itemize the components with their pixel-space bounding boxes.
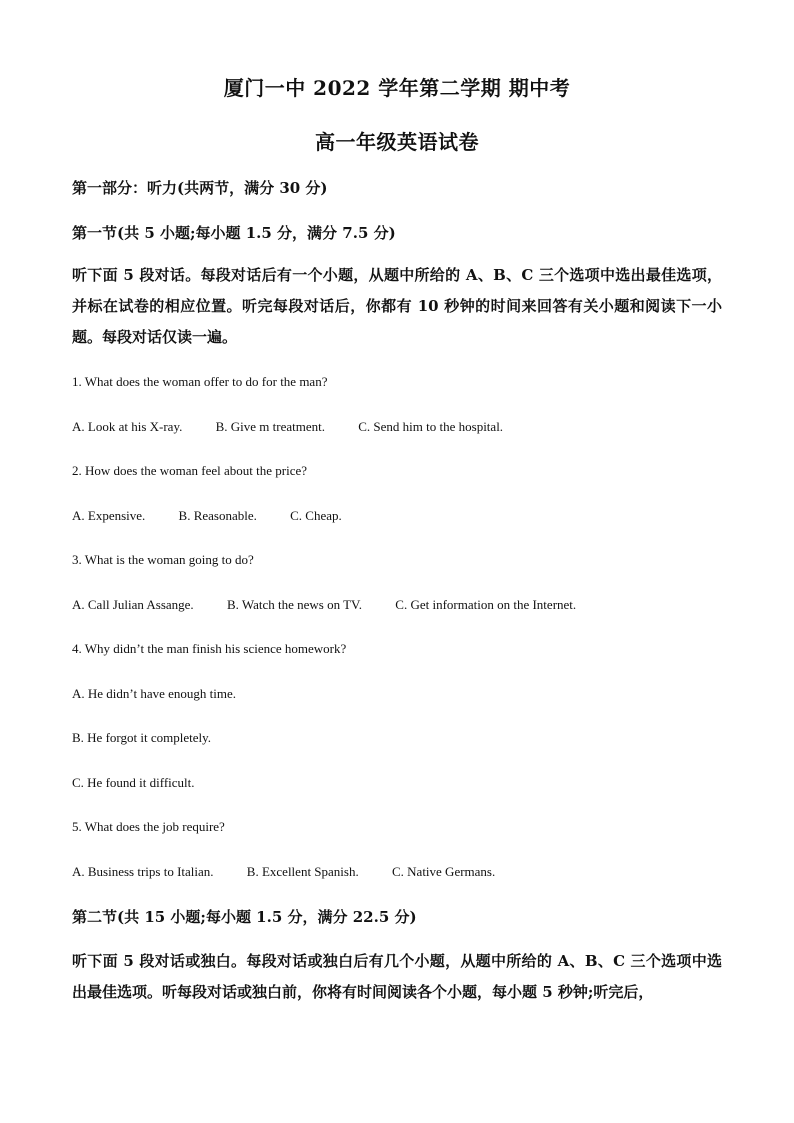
option-c: C. Send him to the hospital.: [358, 419, 504, 434]
question-3: 3. What is the woman going to do?: [72, 552, 254, 567]
question-2: 2. How does the woman feel about the price?: [72, 463, 308, 478]
question-1-options: [72, 419, 533, 435]
exam-subtitle: 高一年级英语试卷: [315, 130, 479, 154]
question-4-option-b: B. He forgot it completely.: [72, 730, 212, 745]
question-4-option-a: A. He didn’t have enough time.: [72, 686, 237, 701]
option-c: C. Native Germans.: [391, 864, 496, 879]
question-5: 5. What does the job require?: [72, 819, 225, 834]
section1-heading: 第一节(共 5 小题;每小题 1.5 分，满分 7.5 分): [72, 224, 396, 242]
section1-instructions: 听下面 5 段对话。每段对话后有一个小题，从题中所给的 A、B、C 三个选项中选出最佳选项，并标在试卷的相应位置。听完每段对话后，你都有 10 秒钟的时间来回答有关小题和阅读下一小题。每段对话仅读一遍。: [72, 266, 722, 346]
question-2-options: [72, 508, 372, 524]
section2-heading: 第二节(共 15 小题;每小题 1.5 分，满分 22.5 分): [72, 908, 417, 926]
question-5-options: [72, 864, 525, 880]
option-c: C. Cheap.: [290, 508, 342, 523]
question-4-option-c: C. He found it difficult.: [72, 775, 195, 790]
option-a: A. Expensive.: [72, 508, 146, 523]
option-a: A. Call Julian Assange.: [72, 597, 194, 612]
section2-instructions: 听下面 5 段对话或独白。每段对话或独白后有几个小题，从题中所给的 A、B、C 三个选项中选出最佳选项。听每段对话或独白前，你将有时间阅读各个小题，每小题 5 秒钟;听完后，: [72, 952, 722, 1001]
option-b: B. Give m treatment.: [215, 419, 325, 434]
option-b: B. Excellent Spanish.: [246, 864, 359, 879]
option-b: B. Watch the news on TV.: [226, 597, 363, 612]
question-4: 4. Why didn’t the man finish his science homework?: [72, 641, 347, 656]
option-a: A. Business trips to Italian.: [72, 864, 214, 879]
exam-title: 厦门一中 2022 学年第二学期 期中考: [223, 76, 571, 100]
option-c: C. Get information on the Internet.: [395, 597, 577, 612]
option-b: B. Reasonable.: [178, 508, 257, 523]
part1-heading: 第一部分：听力(共两节，满分 30 分): [72, 179, 328, 197]
question-1: 1. What does the woman offer to do for the man?: [72, 374, 328, 389]
question-3-options: [72, 597, 606, 613]
option-a: A. Look at his X-ray.: [72, 419, 183, 434]
